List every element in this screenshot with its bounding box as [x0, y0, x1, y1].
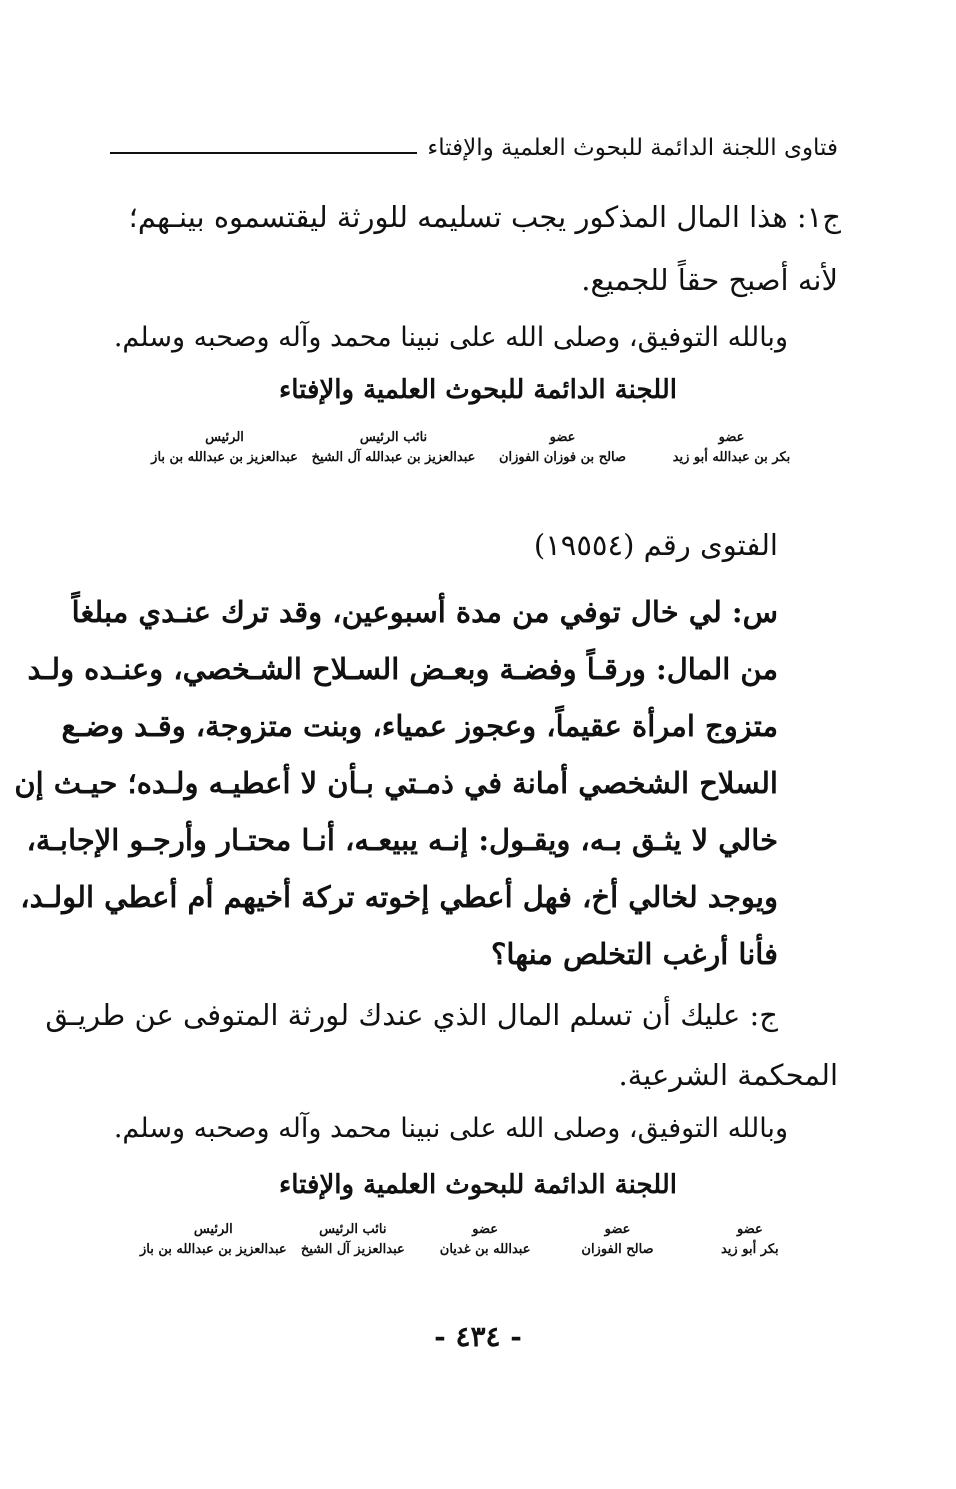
signatory-name: بكر أبو زيد	[720, 1242, 779, 1257]
signatory	[647, 430, 816, 465]
question-line-6: ويوجد لخالي أخ، فهل أعطي إخوته تركة أخيهم أم أعطي الولـد،	[20, 880, 778, 914]
signatory	[140, 1222, 287, 1257]
question-line-7: فأنا أرغب التخلص منها؟	[491, 937, 778, 971]
answer2-line-2: المحكمة الشرعية.	[618, 1058, 838, 1092]
answer1-line-2: لأنه أصبح حقاً للجميع.	[581, 263, 838, 297]
header-title: فتاوى اللجنة الدائمة للبحوث العلمية والإفتاء	[427, 135, 838, 161]
signatory-name: بكر بن عبدالله أبو زيد	[672, 450, 791, 465]
signatory-name: عبدالعزيز آل الشيخ	[300, 1242, 405, 1257]
signatory-role: عضو	[549, 430, 576, 445]
signatory	[551, 1222, 683, 1257]
signatory	[478, 430, 647, 465]
signatory-role: عضو	[604, 1222, 631, 1237]
answer1-signatures	[140, 430, 816, 465]
signatory-name: عبدالعزيز بن عبدالله بن باز	[151, 450, 298, 465]
signatory-role: الرئيس	[193, 1222, 233, 1237]
answer2-line-1: ج: عليك أن تسلم المال الذي عندك لورثة المتوفى عن طريـق	[45, 998, 778, 1032]
answer1-line-1: ج١: هذا المال المذكور يجب تسليمه للورثة ليقتسموه بينـهم؛	[128, 200, 841, 234]
signatory-name: عبدالعزيز بن عبدالله بن باز	[139, 1242, 287, 1257]
signatory	[684, 1222, 816, 1257]
running-header	[110, 128, 838, 168]
question-line-3: متزوج امرأة عقيماً، وعجوز عمياء، وبنت متزوجة، وقـد وضـع	[61, 709, 778, 743]
signatory-role: عضو	[736, 1222, 763, 1237]
answer2-signatures	[140, 1222, 816, 1257]
question-line-1: س: لي خال توفي من مدة أسبوعين، وقد ترك عنـدي مبلغاً	[71, 595, 778, 629]
signatory-name: عبدالله بن غديان	[439, 1242, 531, 1257]
answer1-committee: اللجنة الدائمة للبحوث العلمية والإفتاء	[279, 375, 677, 405]
question-line-2: من المال: ورقـاً وفضـة وبعـض السـلاح الشـخصي، وعنـده ولـد	[27, 652, 778, 686]
question-line-4: السلاح الشخصي أمانة في ذمـتي بـأن لا أعطيـه ولـده؛ حيـث إن	[14, 766, 778, 800]
signatory-name: صالح الفوزان	[581, 1242, 654, 1257]
question-line-5: خالي لا يثـق بـه، ويقـول: إنـه يبيعـه، أنـا محتـار وأرجـو الإجابـة،	[26, 823, 778, 857]
signatory-role: عضو	[718, 430, 745, 445]
signatory-role: عضو	[472, 1222, 499, 1237]
signatory-name: صالح بن فوزان الفوزان	[498, 450, 627, 465]
answer2-committee: اللجنة الدائمة للبحوث العلمية والإفتاء	[279, 1170, 677, 1200]
signatory-role: نائب الرئيس	[319, 1222, 387, 1237]
answer2-closing: وبالله التوفيق، وصلى الله على نبينا محمد وآله وصحبه وسلم.	[113, 1113, 788, 1144]
signatory-role: نائب الرئيس	[359, 430, 428, 445]
answer1-closing: وبالله التوفيق، وصلى الله على نبينا محمد وآله وصحبه وسلم.	[113, 322, 788, 353]
signatory-name: عبدالعزيز بن عبدالله آل الشيخ	[311, 450, 476, 465]
signatory	[309, 430, 478, 465]
fatwa-number: الفتوى رقم (١٩٥٥٤)	[533, 528, 778, 562]
header-rule	[110, 152, 417, 154]
signatory	[140, 430, 309, 465]
page-number: - ٤٣٤ -	[434, 1320, 522, 1353]
signatory-role: الرئيس	[205, 430, 244, 445]
signatory	[287, 1222, 419, 1257]
signatory	[419, 1222, 551, 1257]
